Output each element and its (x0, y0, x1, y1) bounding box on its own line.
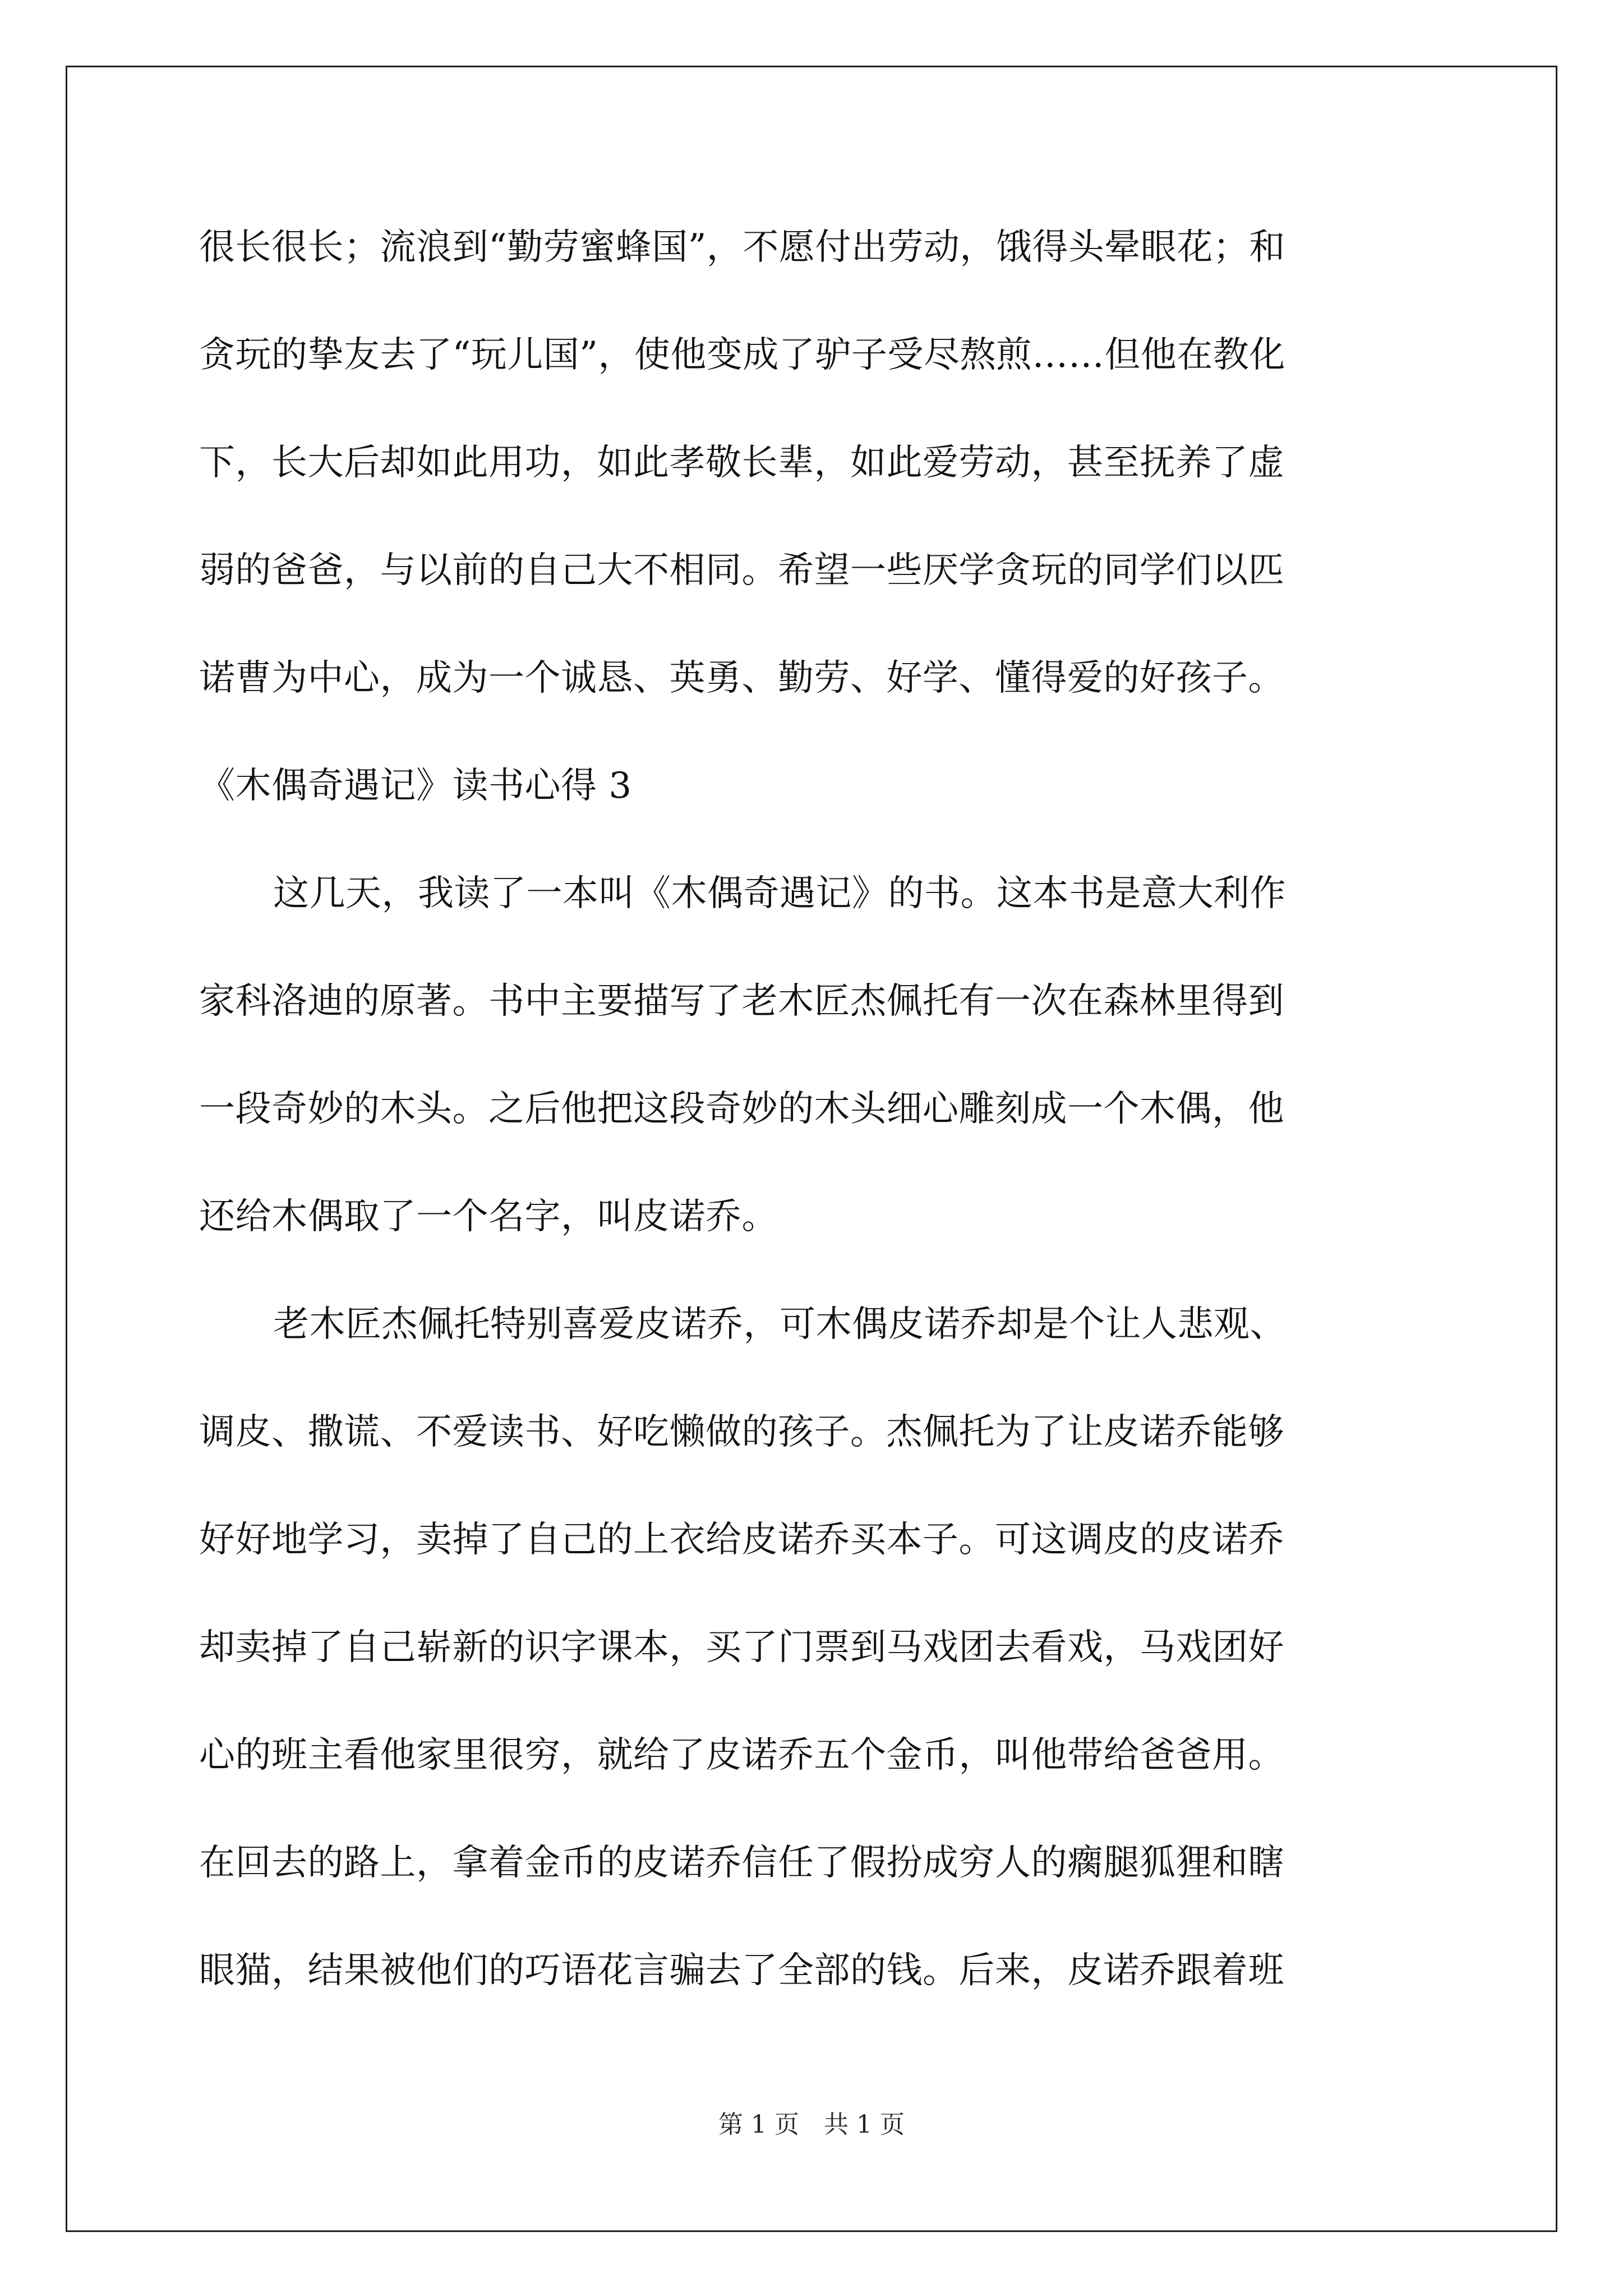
paragraph-3 (199, 1293, 1433, 2047)
text-line: 好好地学习，卖掉了自己的上衣给皮诺乔买本子。可这调皮的皮诺乔 (199, 1519, 1284, 1561)
text-line: 眼猫，结果被他们的巧语花言骗去了全部的钱。后来，皮诺乔跟着班 (199, 1950, 1284, 1991)
text-line: 很长很长；流浪到“勤劳蜜蜂国”，不愿付出劳动，饿得头晕眼花；和 (199, 227, 1285, 268)
section-title: 《木偶奇遇记》读书心得 3 (199, 765, 632, 807)
text-line: 在回去的路上，拿着金币的皮诺乔信任了假扮成穷人的瘸腿狐狸和瞎 (199, 1842, 1284, 1884)
page-number-footer: 第 1 页 共 1 页 (718, 2110, 905, 2139)
text-line: 弱的爸爸，与以前的自己大不相同。希望一些厌学贪玩的同学们以匹 (199, 550, 1284, 591)
text-line: 下，长大后却如此用功，如此孝敬长辈，如此爱劳动，甚至抚养了虚 (199, 442, 1284, 484)
text-line: 一段奇妙的木头。之后他把这段奇妙的木头细心雕刻成一个木偶，他 (199, 1088, 1284, 1130)
paragraph-1 (199, 216, 1433, 754)
text-line: 家科洛迪的原著。书中主要描写了老木匠杰佩托有一次在森林里得到 (199, 981, 1284, 1022)
text-line: 老木匠杰佩托特别喜爱皮诺乔，可木偶皮诺乔却是个让人悲观、 (273, 1304, 1286, 1345)
text-line: 还给木偶取了一个名字，叫皮诺乔。 (199, 1196, 778, 1237)
text-line: 心的班主看他家里很穷，就给了皮诺乔五个金币，叫他带给爸爸用。 (199, 1734, 1284, 1776)
paragraph-2 (199, 862, 1433, 1293)
text-line: 诺曹为中心，成为一个诚恳、英勇、勤劳、好学、懂得爱的好孩子。 (199, 657, 1284, 699)
document-body (199, 216, 1433, 2047)
text-line: 贪玩的挚友去了“玩儿国”，使他变成了驴子受尽熬煎……但他在教化 (199, 334, 1285, 376)
text-line: 调皮、撒谎、不爱读书、好吃懒做的孩子。杰佩托为了让皮诺乔能够 (199, 1411, 1284, 1453)
text-line: 这几天，我读了一本叫《木偶奇遇记》的书。这本书是意大利作 (273, 873, 1286, 914)
text-line: 却卖掉了自己崭新的识字课本，买了门票到马戏团去看戏，马戏团好 (199, 1627, 1284, 1668)
